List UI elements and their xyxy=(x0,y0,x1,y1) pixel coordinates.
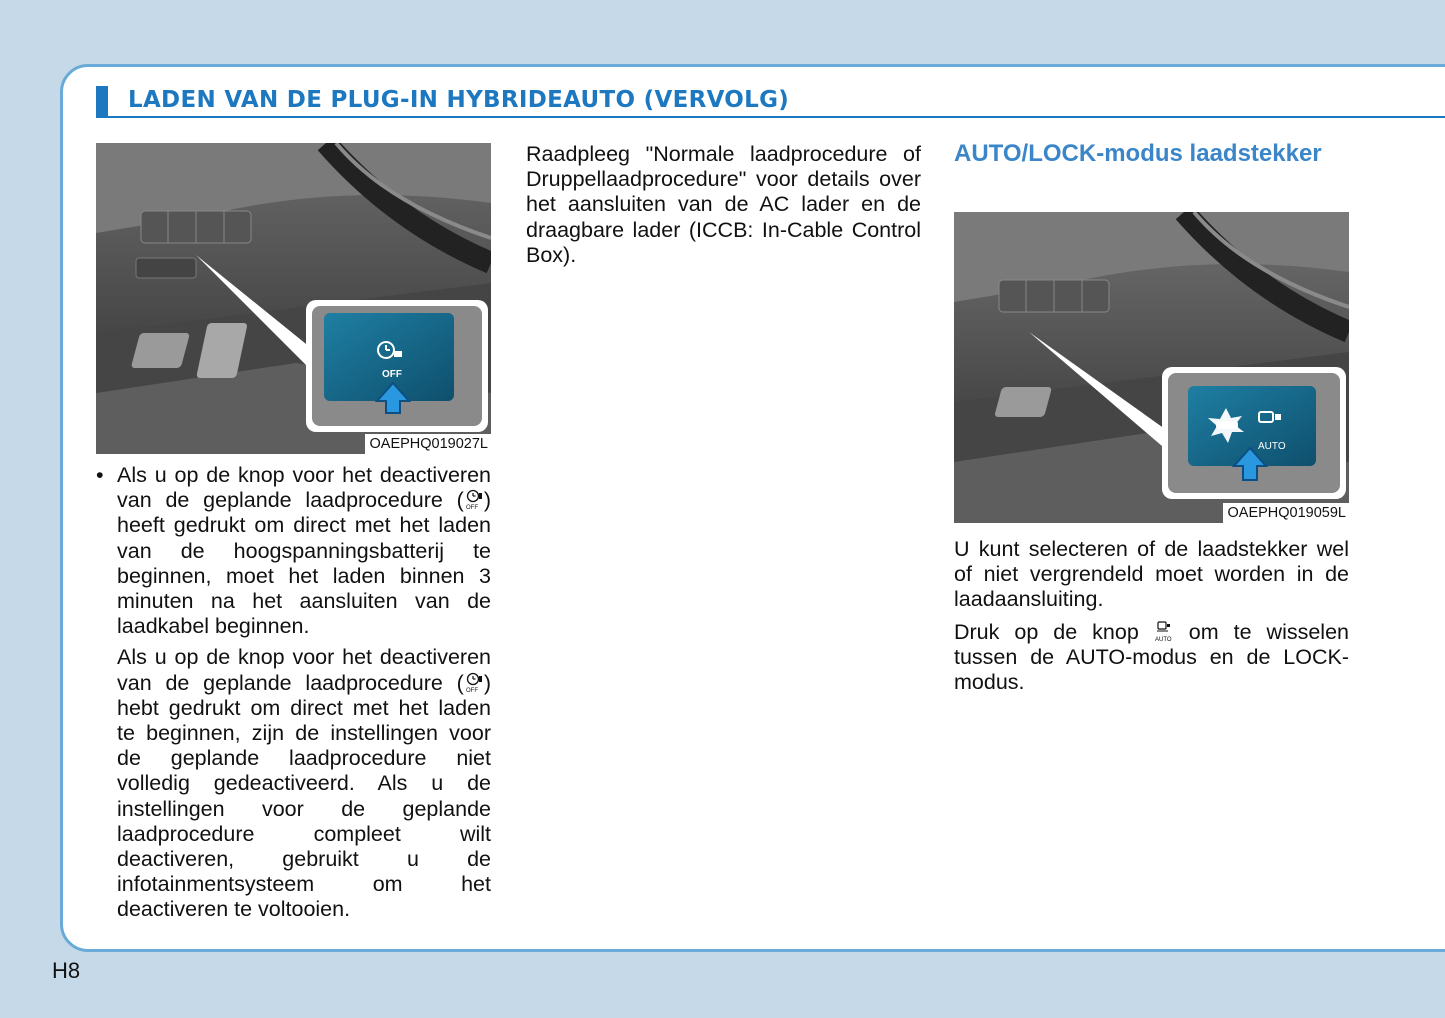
p2-text-after: ) hebt gedrukt om direct met het laden te beginnen, zijn de instellingen voor de geplande laadprocedure niet volledig gedeactiveerd. Als u de instellingen voor de geplande laadprocedure compleet wilt deactiveren, gebruikt u de infotainmentsysteem om het deactiveren te voltooien. xyxy=(117,670,491,922)
bullet-paragraph-1 xyxy=(117,463,491,923)
p2-text-before: Als u op de knop voor het deactiveren van de geplande laadprocedure ( xyxy=(117,645,491,695)
charging-plug-auto-icon xyxy=(1154,621,1174,643)
figure-scheduled-charging-off-button xyxy=(96,143,491,454)
section-heading xyxy=(96,86,1445,118)
middle-paragraph: Raadpleeg "Normale laadprocedure of Druppellaadprocedure" voor details over het aansluiten van de AC lader en de draagbare lader (ICCB: In-Cable Control Box). xyxy=(526,142,921,267)
scheduled-charging-off-icon xyxy=(464,489,484,511)
right-paragraphs xyxy=(954,537,1349,695)
off-button-label: OFF xyxy=(382,369,402,380)
section-title: LADEN VAN DE PLUG-IN HYBRIDEAUTO (VERVOLG) xyxy=(128,87,790,113)
auto-button-label: AUTO xyxy=(1258,441,1286,452)
right-paragraph-1: U kunt selecteren of de laadstekker wel of niet vergrendeld moet worden in de laadaansluiting. xyxy=(954,537,1349,612)
figure-auto-lock-button xyxy=(954,212,1349,523)
subheading-auto-lock: AUTO/LOCK-modus laadstekker xyxy=(954,140,1322,167)
dashboard-illustration xyxy=(96,143,491,454)
heading-rule xyxy=(96,116,1445,118)
p-right-before: Druk op de knop xyxy=(954,619,1154,644)
p-right-after: om te wisselen tussen de AUTO-modus en de LOCK-modus. xyxy=(954,619,1349,695)
page-number: H8 xyxy=(52,958,81,983)
figure-code: OAEPHQ019059L xyxy=(1223,503,1350,523)
right-paragraph-2 xyxy=(954,620,1349,696)
scheduled-charging-off-icon xyxy=(464,672,484,694)
heading-marker xyxy=(96,86,108,117)
figure-code: OAEPHQ019027L xyxy=(365,434,492,454)
p1-text-before: Als u op de knop voor het deactiveren van de geplande laadprocedure ( xyxy=(117,463,491,513)
svg-text:OFF: OFF xyxy=(465,687,478,694)
p1-text-after: ) heeft gedrukt om direct met het laden van de hoogspanningsbatterij te beginnen, moet het laden binnen 3 minuten na het aansluiten van de laadkabel beginnen. xyxy=(117,488,491,639)
svg-text:AUTO: AUTO xyxy=(1154,636,1172,643)
svg-text:OFF: OFF xyxy=(465,505,478,512)
bullet-dot: • xyxy=(96,463,104,487)
dashboard-illustration xyxy=(954,212,1349,523)
